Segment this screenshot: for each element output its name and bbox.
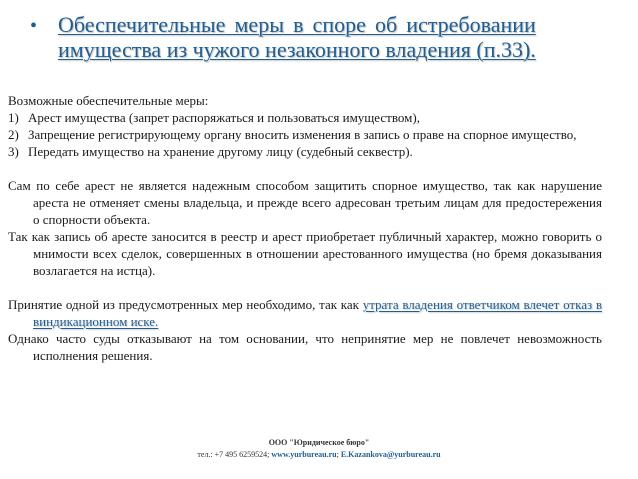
title-bullet-icon: •	[30, 15, 38, 37]
slide-body	[8, 92, 602, 364]
footer-site-link[interactable]: www.yurbureau.ru	[271, 450, 337, 459]
footer-separator: ;	[336, 450, 341, 459]
footer-contacts	[0, 449, 638, 461]
paragraph-measures-necessity	[8, 296, 602, 330]
footer-email-link[interactable]: E.Kazankova@yurbureau.ru	[340, 450, 441, 459]
slide-title	[30, 12, 608, 62]
footer	[0, 437, 638, 461]
list-text: Арест имущества (запрет распоряжаться и пользоваться имуществом),	[28, 110, 420, 125]
list-number: 1)	[8, 110, 19, 125]
list-number: 3)	[8, 144, 19, 159]
paragraph-courts-refuse: Однако часто суды отказывают на том основании, что непринятие мер не повлечет невозможность исполнения решения.	[8, 331, 602, 363]
measures-intro: Возможные обеспечительные меры:	[8, 93, 209, 108]
list-number: 2)	[8, 127, 19, 142]
highlighted-text: утрата владения ответчиком влечет отказ в виндикационном иске.	[33, 297, 602, 329]
list-item	[8, 126, 602, 143]
footer-phone: тел.: +7 495 6259524;	[197, 450, 272, 459]
list-item	[8, 143, 602, 160]
list-text: Запрещение регистрирующему органу вносить изменения в запись о праве на спорное имущество,	[28, 127, 577, 142]
title-line-2: имущества из чужого незаконного владения (п.33).	[58, 37, 536, 62]
title-text	[58, 12, 536, 62]
footer-company: ООО "Юридическое бюро"	[268, 438, 370, 447]
title-line-1: Обеспечительные меры в споре об истребовании	[58, 12, 536, 37]
list-text: Передать имущество на хранение другому лицу (судебный секвестр).	[28, 144, 413, 159]
paragraph-arrest-reliability: Сам по себе арест не является надежным способом защитить спорное имущество, так как нарушение ареста не отменяет смены владельца, и прежде всего адресован третьим лицам для предостережения о спорности объекта.	[8, 178, 602, 227]
paragraph-text: Принятие одной из предусмотренных мер необходимо, так как	[8, 297, 363, 312]
list-item	[8, 109, 602, 126]
paragraph-arrest-registry: Так как запись об аресте заносится в реестр и арест приобретает публичный характер, можно говорить о мнимости всех сделок, совершенных в отношении арестованного имущества (но бремя доказывания возлагается на истца).	[8, 229, 602, 278]
